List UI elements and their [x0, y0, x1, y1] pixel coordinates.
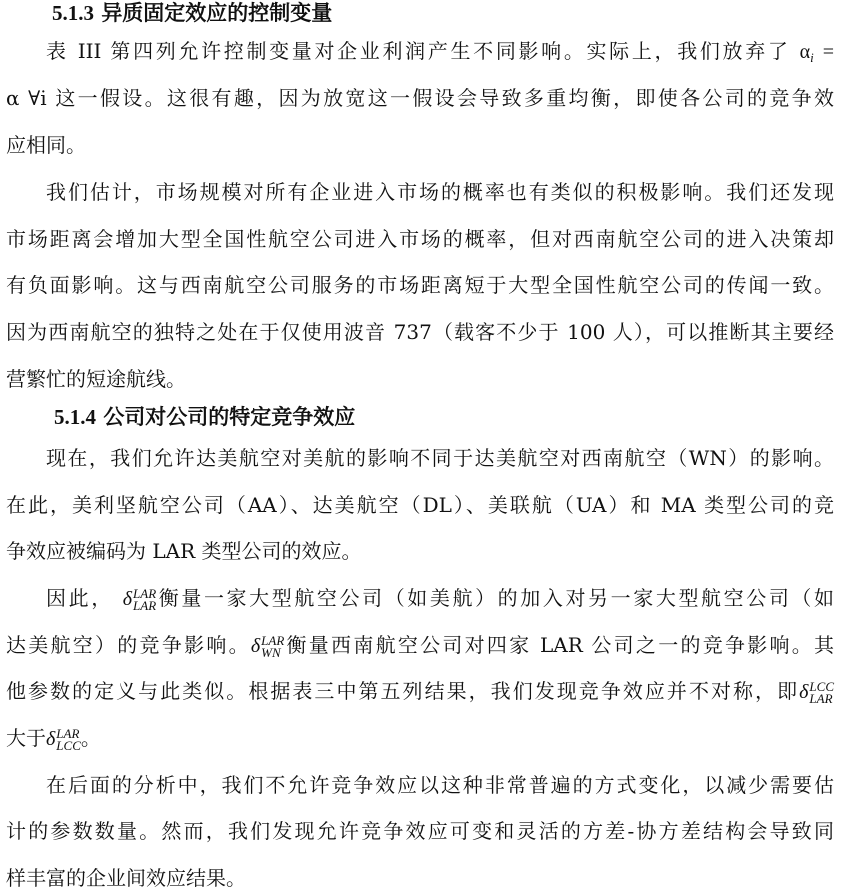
- text-run: 因此，: [46, 586, 114, 610]
- delta-symbol: δ: [46, 728, 56, 750]
- superscript: LAR: [133, 585, 157, 601]
- text-run: 达美航空）的竞争影响。: [6, 633, 251, 657]
- paragraph-4-line-3: [6, 677, 834, 706]
- text-run: 。: [80, 726, 101, 750]
- delta-wn-lar-scripts: [261, 632, 285, 660]
- section-number: 5.1.4: [54, 405, 96, 429]
- equals-sign: =: [822, 41, 834, 63]
- section-heading-5-1-4: [54, 404, 355, 430]
- paragraph-1-line-2: α ∀i 这一假设。这很有趣，因为放宽这一假设会导致多重均衡，即使各公司的竞争效: [6, 86, 834, 110]
- paragraph-2-line-2: 市场距离会增加大型全国性航空公司进入市场的概率，但对西南航空公司的进入决策却: [6, 227, 834, 251]
- subscript: LCC: [56, 737, 81, 753]
- text-run: 他参数的定义与此类似。根据表三中第五列结果，我们发现竞争效应并不对称，即: [6, 679, 800, 703]
- subscript-i: i: [810, 50, 814, 65]
- paragraph-1-line-1: [46, 37, 834, 72]
- paragraph-2-line-3: 有负面影响。这与西南航空公司服务的市场距离短于大型全国性航空公司的传闻一致。: [6, 273, 834, 297]
- subscript: WN: [261, 644, 281, 660]
- alpha-symbol: α: [799, 41, 811, 63]
- paragraph-4-line-4: [6, 724, 834, 753]
- paragraph-2-line-5: 营繁忙的短途航线。: [6, 367, 186, 391]
- text-run: 大于: [6, 726, 46, 750]
- paragraph-2-line-4: 因为西南航空的独特之处在于仅使用波音 737（载客不少于 100 人），可以推断其主要经: [6, 320, 834, 344]
- delta-lar-lar-scripts: [133, 585, 157, 613]
- subscript: LAR: [809, 690, 833, 706]
- paragraph-3-line-2: 在此，美利坚航空公司（AA）、达美航空（DL）、美联航（UA）和 MA 类型公司的竞: [6, 493, 834, 517]
- paragraph-2-line-1: 我们估计，市场规模对所有企业进入市场的概率也有类似的积极影响。我们还发现: [46, 180, 834, 204]
- section-title: 异质固定效应的控制变量: [101, 0, 333, 25]
- paragraph-4-line-2: [6, 631, 834, 660]
- delta-symbol: δ: [250, 635, 261, 657]
- superscript: LAR: [56, 725, 80, 741]
- paragraph-1-line-3: 应相同。: [6, 133, 86, 157]
- section-heading-5-1-3: [52, 0, 332, 26]
- text-run: 衡量西南航空公司对四家 LAR 公司之一的竞争影响。其: [284, 633, 835, 657]
- paragraph-5-line-2: 计的参数数量。然而，我们发现允许竞争效应可变和灵活的方差-协方差结构会导致同: [6, 819, 834, 843]
- text-run: 表 III 第四列允许控制变量对企业利润产生不同影响。实际上，我们放弃了: [46, 39, 791, 63]
- delta-lar-lcc-scripts: [809, 678, 834, 706]
- delta-lcc-lar-scripts: [56, 725, 81, 753]
- paragraph-4-line-1: [46, 584, 834, 613]
- paragraph-3-line-1: 现在，我们允许达美航空对美航的影响不同于达美航空对西南航空（WN）的影响。: [46, 446, 834, 470]
- paragraph-5-line-1: 在后面的分析中，我们不允许竞争效应以这种非常普遍的方式变化，以减少需要估: [46, 773, 834, 797]
- delta-symbol: δ: [799, 681, 809, 703]
- section-title: 公司对公司的特定竞争效应: [103, 404, 356, 429]
- paragraph-5-line-3: 样丰富的企业间效应结果。: [6, 866, 246, 890]
- superscript: LCC: [809, 678, 834, 694]
- section-number: 5.1.3: [52, 1, 94, 25]
- superscript: LAR: [261, 632, 285, 648]
- subscript: LAR: [133, 597, 157, 613]
- paragraph-3-line-3: 争效应被编码为 LAR 类型公司的效应。: [6, 539, 362, 563]
- delta-symbol: δ: [122, 588, 133, 610]
- text-run: 衡量一家大型航空公司（如美航）的加入对另一家大型航空公司（如: [156, 586, 835, 610]
